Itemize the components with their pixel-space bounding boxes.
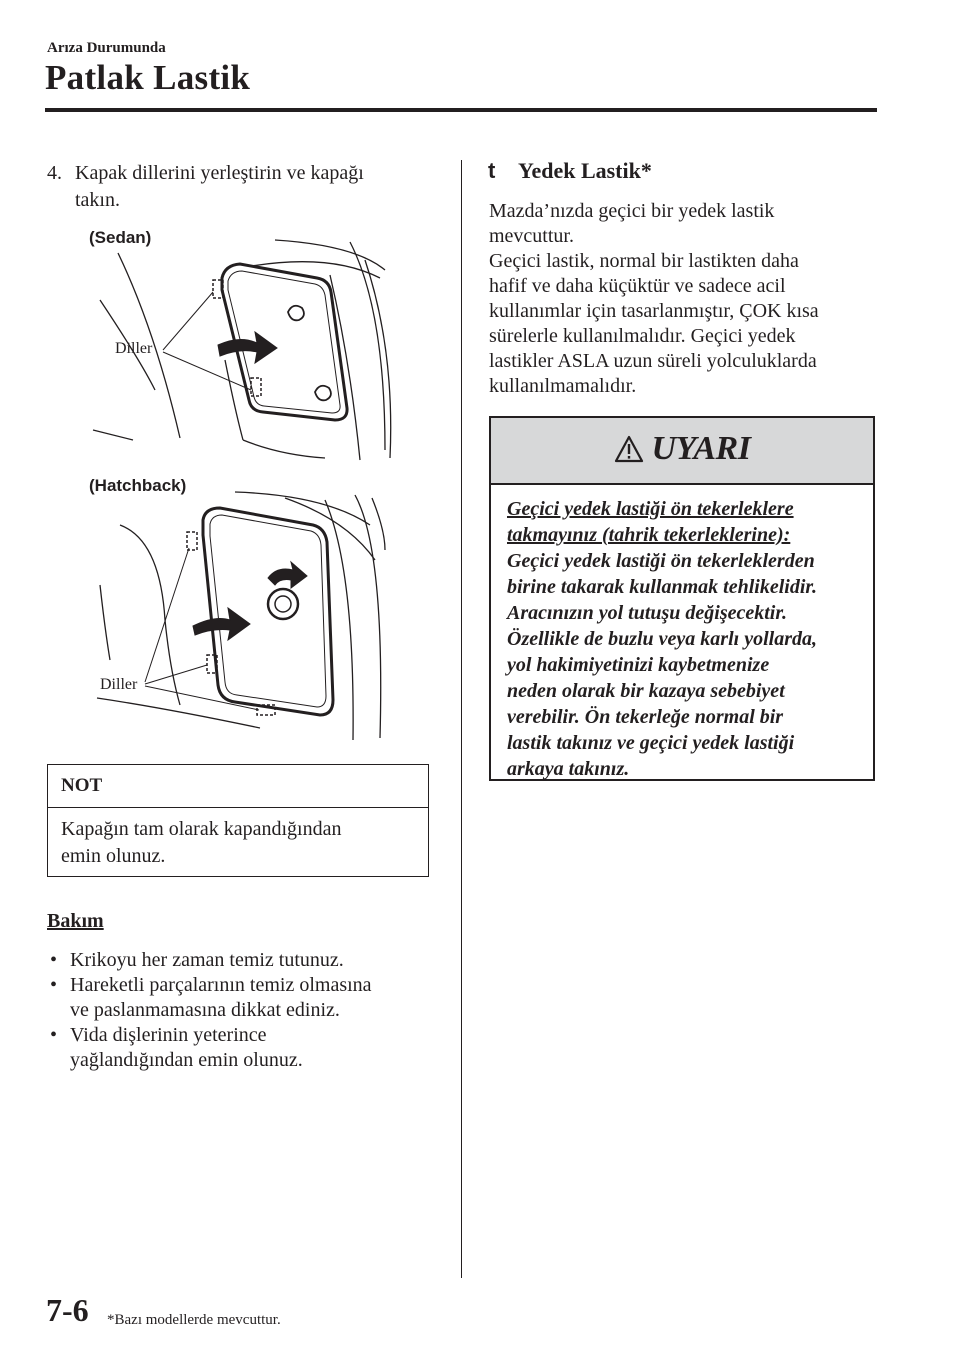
section-label: Arıza Durumunda (47, 40, 166, 56)
list-item: • Hareketli parçalarının temiz olmasına ve paslanmamasına dikkat ediniz. (50, 974, 372, 1021)
warning-header (491, 418, 873, 485)
note-line-1: Kapağın tam olarak kapandığından (61, 818, 342, 840)
bullet-icon: • (50, 1024, 58, 1046)
note-heading: NOT (48, 765, 428, 808)
sedan-callout-tabs: Diller (115, 340, 153, 357)
care-heading: Bakım (47, 910, 104, 932)
page-number: 7-6 (46, 1292, 89, 1328)
hatchback-callout-tabs: Diller (100, 676, 138, 693)
warning-title: UYARI (651, 430, 751, 467)
spare-heading (488, 158, 652, 184)
column-divider (461, 160, 462, 1278)
note-line-2: emin olunuz. (61, 845, 166, 867)
note-body (61, 816, 416, 870)
warning-box (489, 416, 875, 781)
step-text-line2: takın. (75, 189, 120, 211)
list-item: • Krikoyu her zaman temiz tutunuz. (50, 949, 344, 971)
bullet-icon: • (50, 974, 58, 996)
spare-heading-text: Yedek Lastik* (518, 158, 652, 183)
spare-body: Mazda’nızda geçici bir yedek lastik mevcuttur. Geçici lastik, normal bir lastikten daha hafif ve daha küçüktür ve sadece acil kullanımlar için tasarlanmıştır, ÇOK kısa sürelerle kullanılmalıdır. Geçici yedek lastikler ASLA uzun süreli yolculuklarda kullanılmamalıdır. (489, 200, 819, 397)
warning-body: Geçici yedek lastiği ön tekerleklere takmayınız (tahrik tekerleklerine): Geçici yedek lastiği ön tekerleklerden birine takarak kullanmak tehlikelidir. Aracınızın yol tutuşu değişecektir. Özellikle de buzlu veya karlı yollarda, yol hakimiyetinizi kaybetmenize neden olarak bir kazaya sebebiyet verebilir. Ön tekerleğe normal bir lastik takınız ve geçici yedek lastiği arkaya takınız. (507, 498, 818, 780)
hatchback-fuel-lid-illustration (85, 490, 405, 740)
care-bullet-list (47, 948, 432, 1073)
sedan-label: (Sedan) (89, 228, 152, 247)
step-text-line1: Kapak dillerini yerleştirin ve kapağı (75, 162, 364, 184)
note-box (47, 764, 429, 877)
step-4 (47, 160, 427, 214)
footnote: *Bazı modellerde mevcuttur. (107, 1312, 281, 1328)
step-number: 4. (47, 162, 62, 184)
hatchback-label: (Hatchback) (89, 476, 187, 495)
warning-triangle-icon (614, 435, 644, 463)
list-item: • Vida dişlerinin yeterince yağlandığından emin olunuz. (50, 1024, 303, 1071)
page-title: Patlak Lastik (45, 58, 251, 97)
section-marker-icon: t (488, 158, 496, 183)
bullet-icon: • (50, 949, 58, 971)
title-rule (45, 108, 877, 112)
